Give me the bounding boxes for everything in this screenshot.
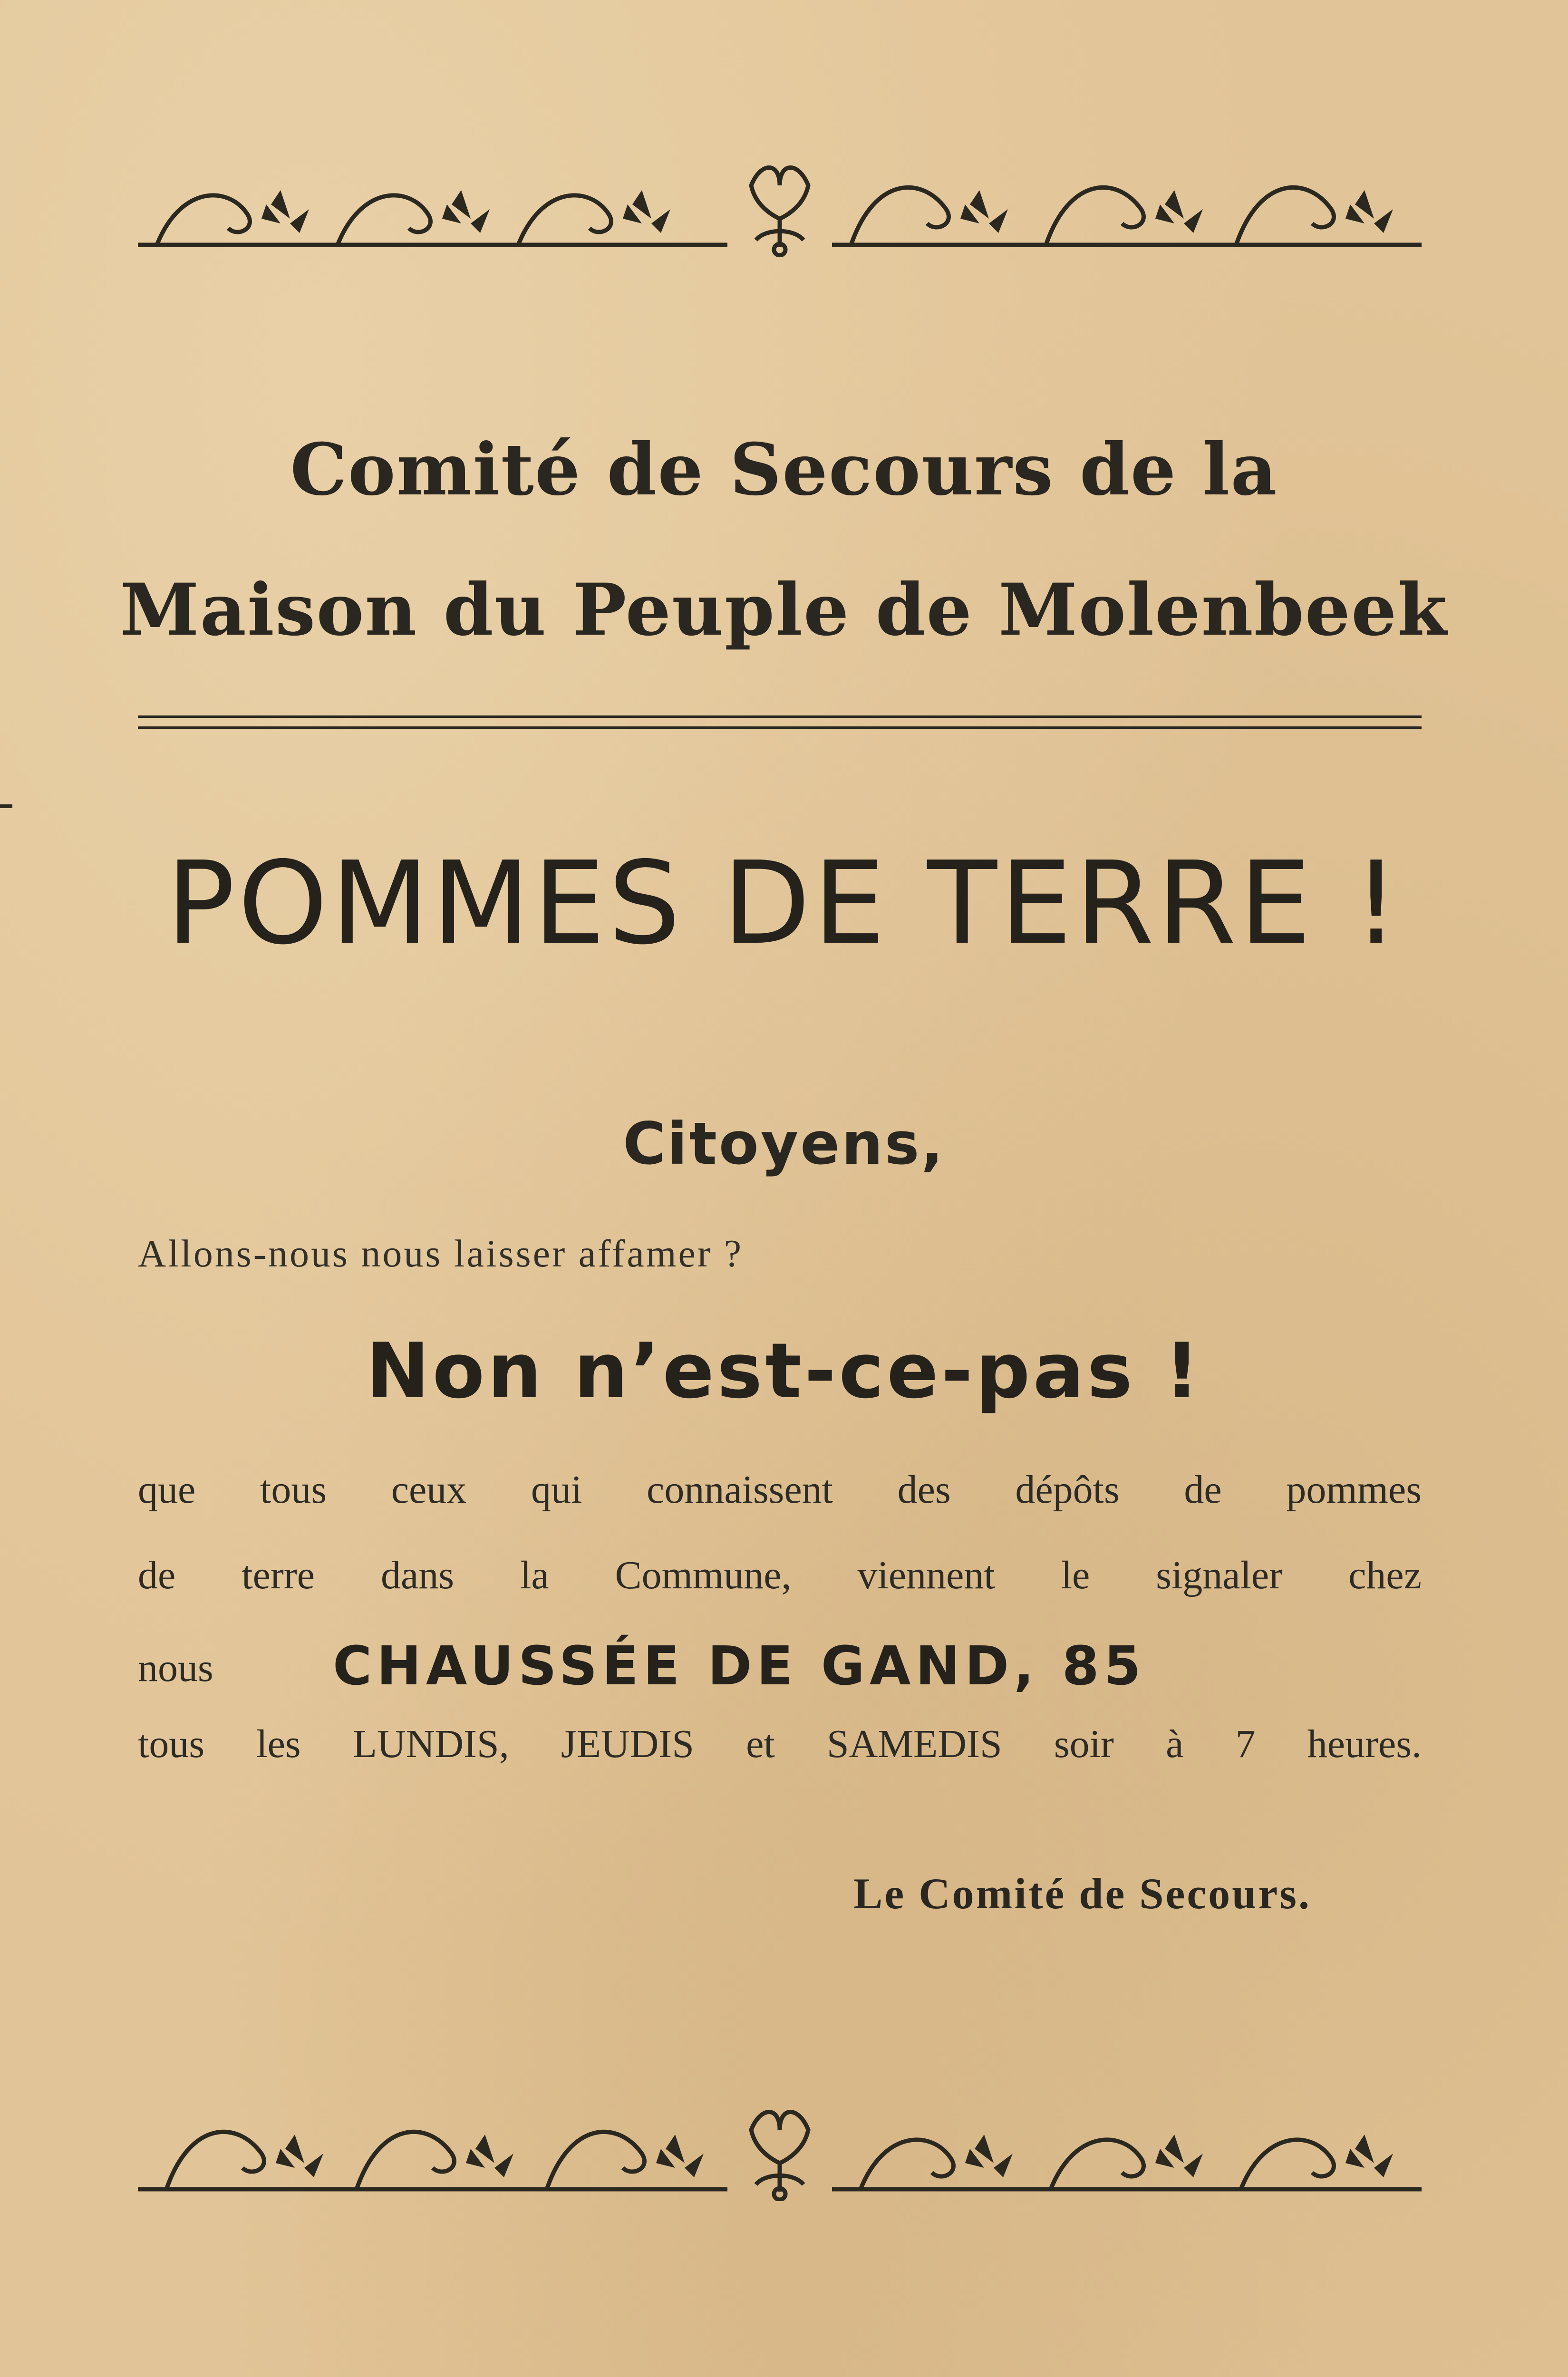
margin-mark (0, 804, 12, 808)
address-prefix: nous (138, 1646, 213, 1690)
signature: Le Comité de Secours. (853, 1869, 1311, 1918)
committee-name-line-2: Maison du Peuple de Molenbeek (120, 568, 1448, 652)
salutation: Citoyens, (623, 1110, 945, 1178)
bottom-floral-border-icon (138, 2101, 1422, 2201)
meeting-address: CHAUSSÉE DE GAND, 85 (333, 1635, 1146, 1697)
double-rule-bottom-line (138, 726, 1422, 729)
meeting-schedule-line: tous les LUNDIS, JEUDIS et SAMEDIS soir à 7 heures. (138, 1722, 1422, 1766)
address-row (138, 1635, 1422, 1702)
body-text-line-2: de terre dans la Commune, viennent le signaler chez (138, 1553, 1422, 1597)
headline: POMMES DE TERRE ! (166, 837, 1402, 970)
exclamation: Non n’est-ce-pas ! (366, 1326, 1202, 1415)
double-rule-top-line (138, 715, 1422, 718)
top-floral-border-icon (138, 157, 1422, 257)
question-line: Allons-nous nous laisser affamer ? (138, 1232, 744, 1275)
committee-name-line-1: Comité de Secours de la (290, 428, 1278, 512)
body-text-line-1: que tous ceux qui connaissent des dépôts de pommes (138, 1468, 1422, 1512)
